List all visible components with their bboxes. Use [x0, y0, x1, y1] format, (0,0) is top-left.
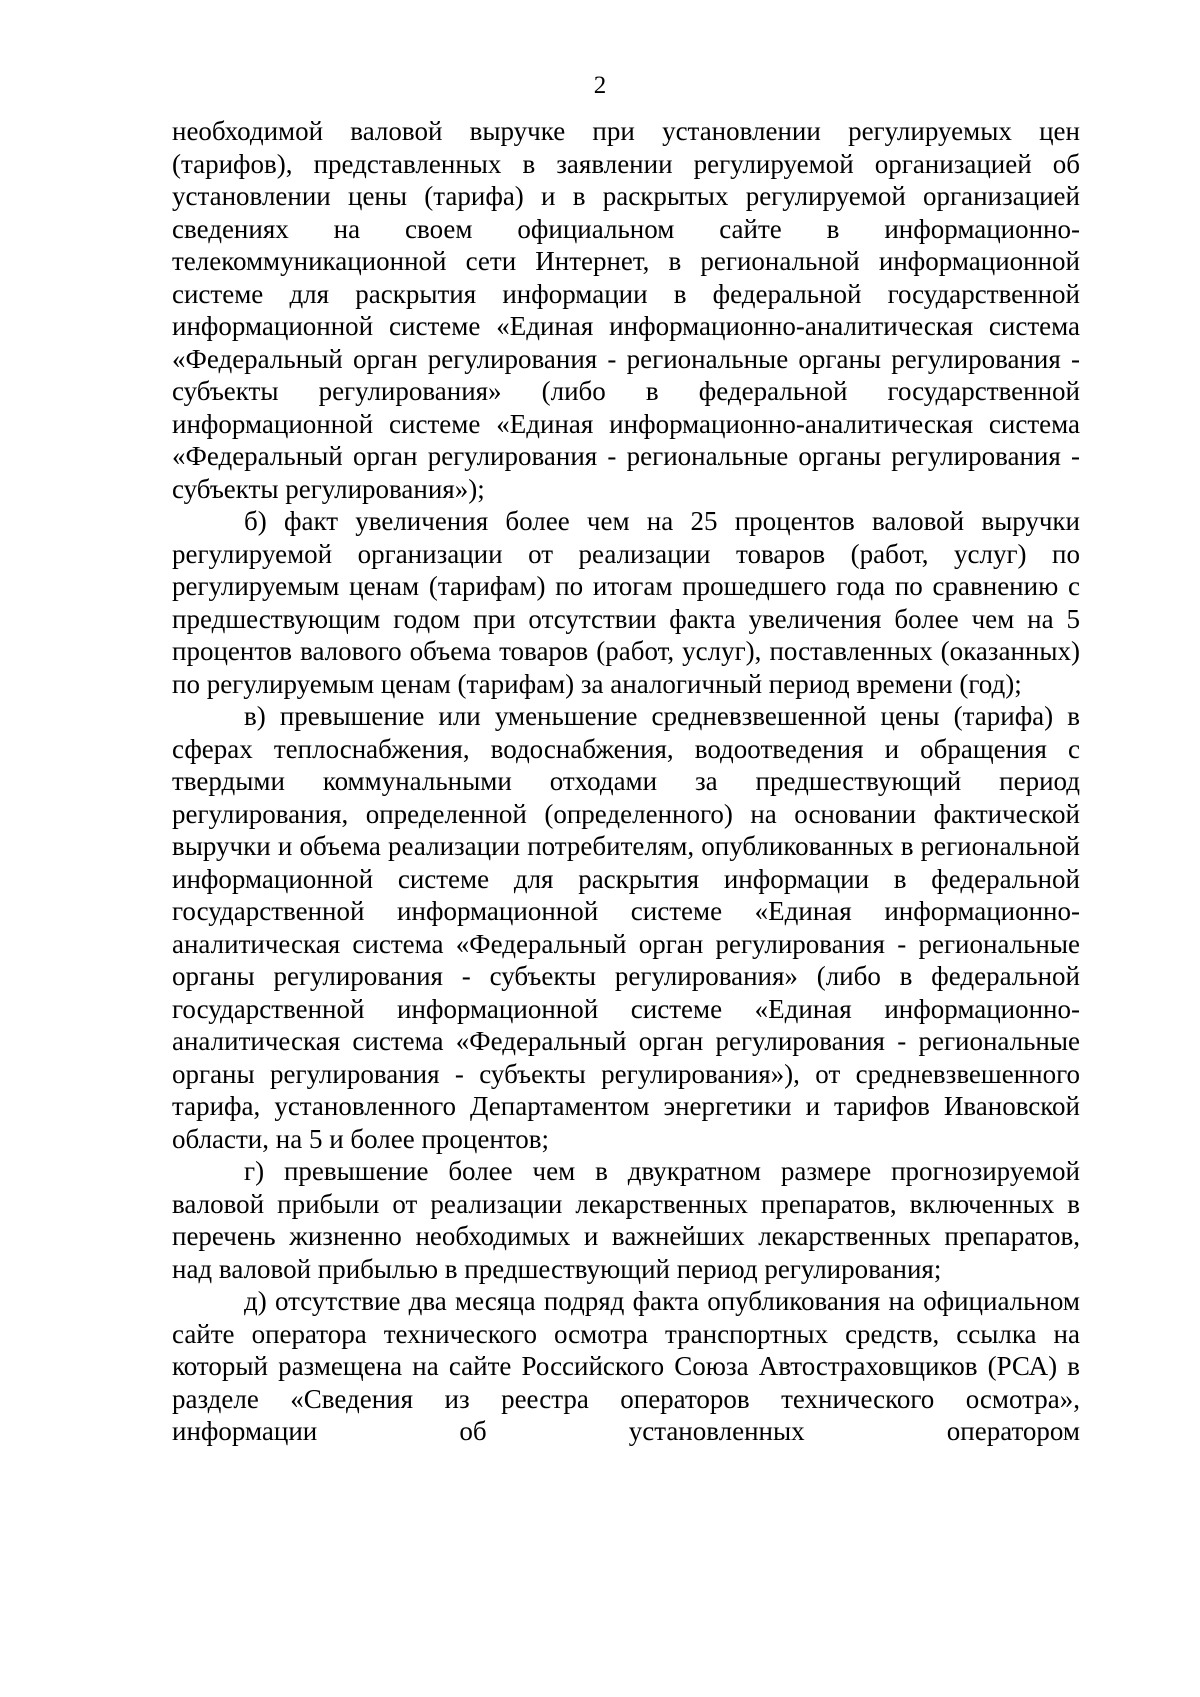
paragraph-continuation: необходимой валовой выручке при установлении регулируемых цен (тарифов), представленных в заявлении регулируемой организацией об установлении цены (тарифа) и в раскрытых регулируемой организацией сведениях на своем официальном сайте в информационно-телекоммуникационной сети Интернет, в региональной информационной системе для раскрытия информации в федеральной государственной информационной системе «Единая информационно-аналитическая система «Федеральный орган регулирования - региональные органы регулирования - субъекты регулирования» (либо в федеральной государственной информационной системе «Единая информационно-аналитическая система «Федеральный орган регулирования - региональные органы регулирования - субъекты регулирования»);: [172, 116, 1080, 504]
paragraph-item-g: г) превышение более чем в двукратном размере прогнозируемой валовой прибыли от реализации лекарственных препаратов, включенных в перечень жизненно необходимых и важнейших лекарственных препаратов, над валовой прибылью в предшествующий период регулирования;: [172, 1156, 1080, 1284]
paragraph-item-b: б) факт увеличения более чем на 25 процентов валовой выручки регулируемой организации от реализации товаров (работ, услуг) по регулируемым ценам (тарифам) по итогам прошедшего года по сравнению с предшествующим годом при отсутствии факта увеличения более чем на 5 процентов валового объема товаров (работ, услуг), поставленных (оказанных) по регулируемым ценам (тарифам) за аналогичный период времени (год);: [172, 506, 1080, 699]
paragraph-item-d: д) отсутствие два месяца подряд факта опубликования на официальном сайте оператора технического осмотра транспортных средств, ссылка на который размещена на сайте Российского Союза Автостраховщиков (РСА) в разделе «Сведения из реестра операторов технического осмотра», информации об установленных оператором: [172, 1286, 1080, 1446]
page-number: 2: [593, 72, 607, 99]
paragraph-item-v: в) превышение или уменьшение средневзвешенной цены (тарифа) в сферах теплоснабжения, водоснабжения, водоотведения и обращения с твердыми коммунальными отходами за предшествующий период регулирования, определенной (определенного) на основании фактической выручки и объема реализации потребителям, опубликованных в региональной информационной системе для раскрытия информации в федеральной государственной информационной системе «Единая информационно-аналитическая система «Федеральный орган регулирования - региональные органы регулирования - субъекты регулирования» (либо в федеральной государственной информационной системе «Единая информационно-аналитическая система «Федеральный орган регулирования - региональные органы регулирования - субъекты регулирования»), от средневзвешенного тарифа, установленного Департаментом энергетики и тарифов Ивановской области, на 5 и более процентов;: [172, 701, 1080, 1154]
document-body: [172, 115, 1080, 1448]
